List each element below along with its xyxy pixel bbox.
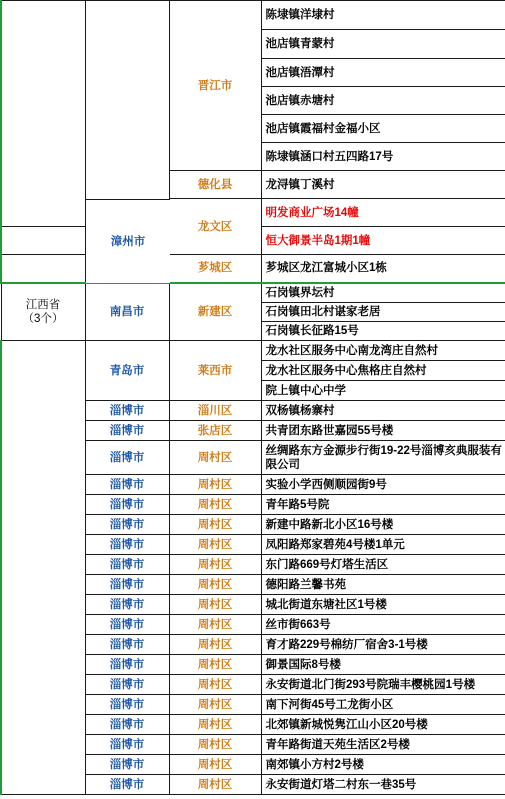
district-cell-zhoucun: 周村区 [169,555,261,575]
city-cell-zibo: 淄博市 [85,735,169,755]
city-cell-zibo: 淄博市 [85,575,169,595]
city-cell-zibo: 淄博市 [85,595,169,615]
city-cell-zibo: 淄博市 [85,775,169,795]
address-cell: 城北街道东塘社区1号楼 [261,595,505,615]
address-cell: 德阳路兰馨书苑 [261,575,505,595]
address-cell: 青年路街道天苑生活区2号楼 [261,735,505,755]
city-cell-zibo: 淄博市 [85,755,169,775]
address-cell: 丝市街663号 [261,615,505,635]
city-cell-zibo: 淄博市 [85,555,169,575]
address-cell: 南郊镇小方村2号楼 [261,755,505,775]
address-cell: 青年路5号院 [261,495,505,515]
address-cell: 育才路229号棉纺厂宿舍3-1号楼 [261,635,505,655]
address-cell: 龙水社区服务中心焦格庄自然村 [261,361,505,381]
address-cell: 凤阳路郑家碧苑4号楼1单元 [261,535,505,555]
province-cell-prev-2 [1,227,85,255]
address-cell: 双杨镇杨寨村 [261,401,505,421]
address-cell-highlight: 明发商业广场14幢 [261,199,505,227]
district-cell-laixi: 莱西市 [169,341,261,401]
district-cell-xiangcheng: 芗城区 [169,255,261,283]
district-cell-zhoucun: 周村区 [169,495,261,515]
address-cell: 新建中路新北小区16号楼 [261,515,505,535]
address-cell: 池店镇赤塘村 [261,87,505,115]
district-cell-zhoucun: 周村区 [169,775,261,795]
district-cell-zhoucun: 周村区 [169,715,261,735]
district-cell-zhoucun: 周村区 [169,675,261,695]
district-cell-zhoucun: 周村区 [169,735,261,755]
city-label-zhangzhou: 漳州市 [86,199,170,283]
province-count: （3个） [22,312,64,325]
city-cell-zibo: 淄博市 [85,715,169,735]
district-cell-zichuan: 淄川区 [169,401,261,421]
address-cell: 南下河街45号工龙街小区 [261,695,505,715]
address-cell: 御景国际8号楼 [261,655,505,675]
province-name: 江西省 [25,298,61,311]
city-cell-zibo: 淄博市 [85,475,169,495]
address-cell: 芗城区龙江富城小区1栋 [261,255,505,283]
district-cell-zhoucun: 周村区 [169,441,261,475]
district-cell-longwen: 龙文区 [169,199,261,255]
address-cell: 池店镇霞福村金福小区 [261,115,505,143]
province-cell-next [1,341,85,795]
district-cell-zhoucun: 周村区 [169,695,261,715]
address-cell: 实验小学西侧顺园街9号 [261,475,505,495]
address-cell: 共青团东路世嘉园55号楼 [261,421,505,441]
province-cell [1,283,85,341]
city-cell-nanchang: 南昌市 [85,283,169,341]
address-cell: 龙浔镇丁溪村 [261,171,505,199]
province-cell-prev-3 [1,255,85,283]
district-cell-zhoucun: 周村区 [169,575,261,595]
address-cell: 石岗镇长征路15号 [261,322,505,341]
city-cell-zibo: 淄博市 [85,695,169,715]
address-cell: 永安街道灯塔二村东一巷35号 [261,775,505,795]
district-cell-zhoucun: 周村区 [169,655,261,675]
address-cell: 龙水社区服务中心南龙湾庄自然村 [261,341,505,361]
address-cell: 北郊镇新城悦隽江山小区20号楼 [261,715,505,735]
province-cell-prev [1,1,85,227]
city-cell-zibo: 淄博市 [85,515,169,535]
city-cell-zibo: 淄博市 [85,495,169,515]
city-cell-zibo: 淄博市 [85,535,169,555]
address-cell: 丝绸路东方金源步行街19-22号淄博亥典服装有限公司 [261,441,505,475]
city-cell-zibo: 淄博市 [85,441,169,475]
city-cell-zibo: 淄博市 [85,421,169,441]
address-cell: 陈埭镇涵口村五四路17号 [261,143,505,171]
district-cell-zhoucun: 周村区 [169,755,261,775]
district-cell-zhangdian: 张店区 [169,421,261,441]
district-cell-xinjian: 新建区 [169,283,261,341]
district-cell-zhoucun: 周村区 [169,535,261,555]
district-cell-zhoucun: 周村区 [169,515,261,535]
city-cell-qingdao: 青岛市 [85,341,169,401]
city-cell-zibo: 淄博市 [85,401,169,421]
district-cell-zhoucun: 周村区 [169,595,261,615]
address-cell: 池店镇浯潭村 [261,59,505,87]
city-cell-jinjiang: 晋江市 [169,1,261,171]
address-cell: 石岗镇界坛村 [261,283,505,303]
district-cell-zhoucun: 周村区 [169,475,261,495]
address-cell: 陈埭镇洋埭村 [261,1,505,30]
district-cell-zhoucun: 周村区 [169,635,261,655]
address-cell: 东门路669号灯塔生活区 [261,555,505,575]
city-cell-zibo: 淄博市 [85,675,169,695]
address-cell: 石岗镇田北村谌家老居 [261,303,505,322]
address-cell: 池店镇青蒙村 [261,30,505,59]
address-cell: 院上镇中心中学 [261,381,505,401]
address-cell-highlight: 恒大御景半岛1期1幢 [261,227,505,255]
district-cell-zhoucun: 周村区 [169,615,261,635]
city-cell-zibo: 淄博市 [85,615,169,635]
district-cell-dehua: 德化县 [169,171,261,199]
city-cell-zibo: 淄博市 [85,635,169,655]
city-cell-zibo: 淄博市 [85,655,169,675]
address-cell: 永安街道北门街293号院瑞丰樱桃园1号楼 [261,675,505,695]
